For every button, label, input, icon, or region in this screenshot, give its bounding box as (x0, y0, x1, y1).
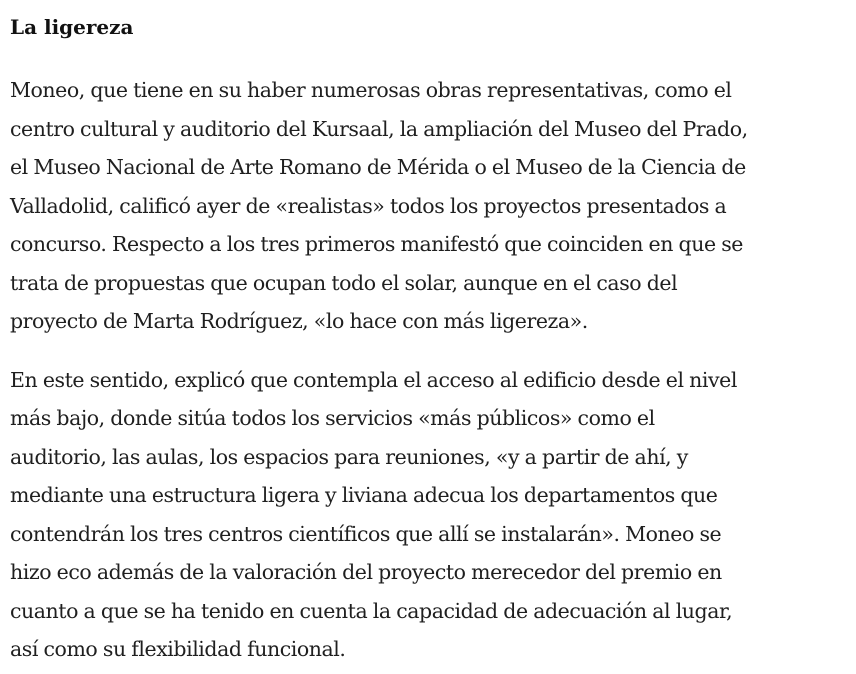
paragraph-line: el Museo Nacional de Arte Romano de Mérida o el Museo de la Ciencia de (10, 155, 746, 179)
paragraph-line: más bajo, donde sitúa todos los servicios «más públicos» como el (10, 406, 655, 430)
paragraph-1 (10, 71, 846, 341)
paragraph-line: contendrán los tres centros científicos que allí se instalarán». Moneo se (10, 521, 722, 546)
paragraph-line: trata de propuestas que ocupan todo el solar, aunque en el caso del (10, 270, 678, 295)
paragraph-line: auditorio, las aulas, los espacios para reuniones, «y a partir de ahí, y (10, 444, 688, 469)
paragraph-line: centro cultural y auditorio del Kursaal, la ampliación del Museo del Prado, (10, 116, 748, 141)
paragraph-line: cuanto a que se ha tenido en cuenta la capacidad de adecuación al lugar, (10, 598, 733, 623)
paragraph-line: hizo eco además de la valoración del proyecto merecedor del premio en (10, 560, 722, 584)
paragraph-line: concurso. Respecto a los tres primeros manifestó que coinciden en que se (10, 232, 743, 256)
paragraph-line: En este sentido, explicó que contempla el acceso al edificio desde el nivel (10, 367, 737, 392)
paragraph-line: proyecto de Marta Rodríguez, «lo hace con más ligereza». (10, 309, 588, 333)
paragraph-2 (10, 361, 846, 669)
paragraph-line: Moneo, que tiene en su haber numerosas obras representativas, como el (10, 78, 732, 102)
section-subheading: La ligereza (10, 15, 134, 39)
paragraph-line: mediante una estructura ligera y liviana adecua los departamentos que (10, 483, 718, 507)
paragraph-line: así como su flexibilidad funcional. (10, 637, 346, 661)
paragraph-line: Valladolid, calificó ayer de «realistas» todos los proyectos presentados a (10, 193, 727, 218)
